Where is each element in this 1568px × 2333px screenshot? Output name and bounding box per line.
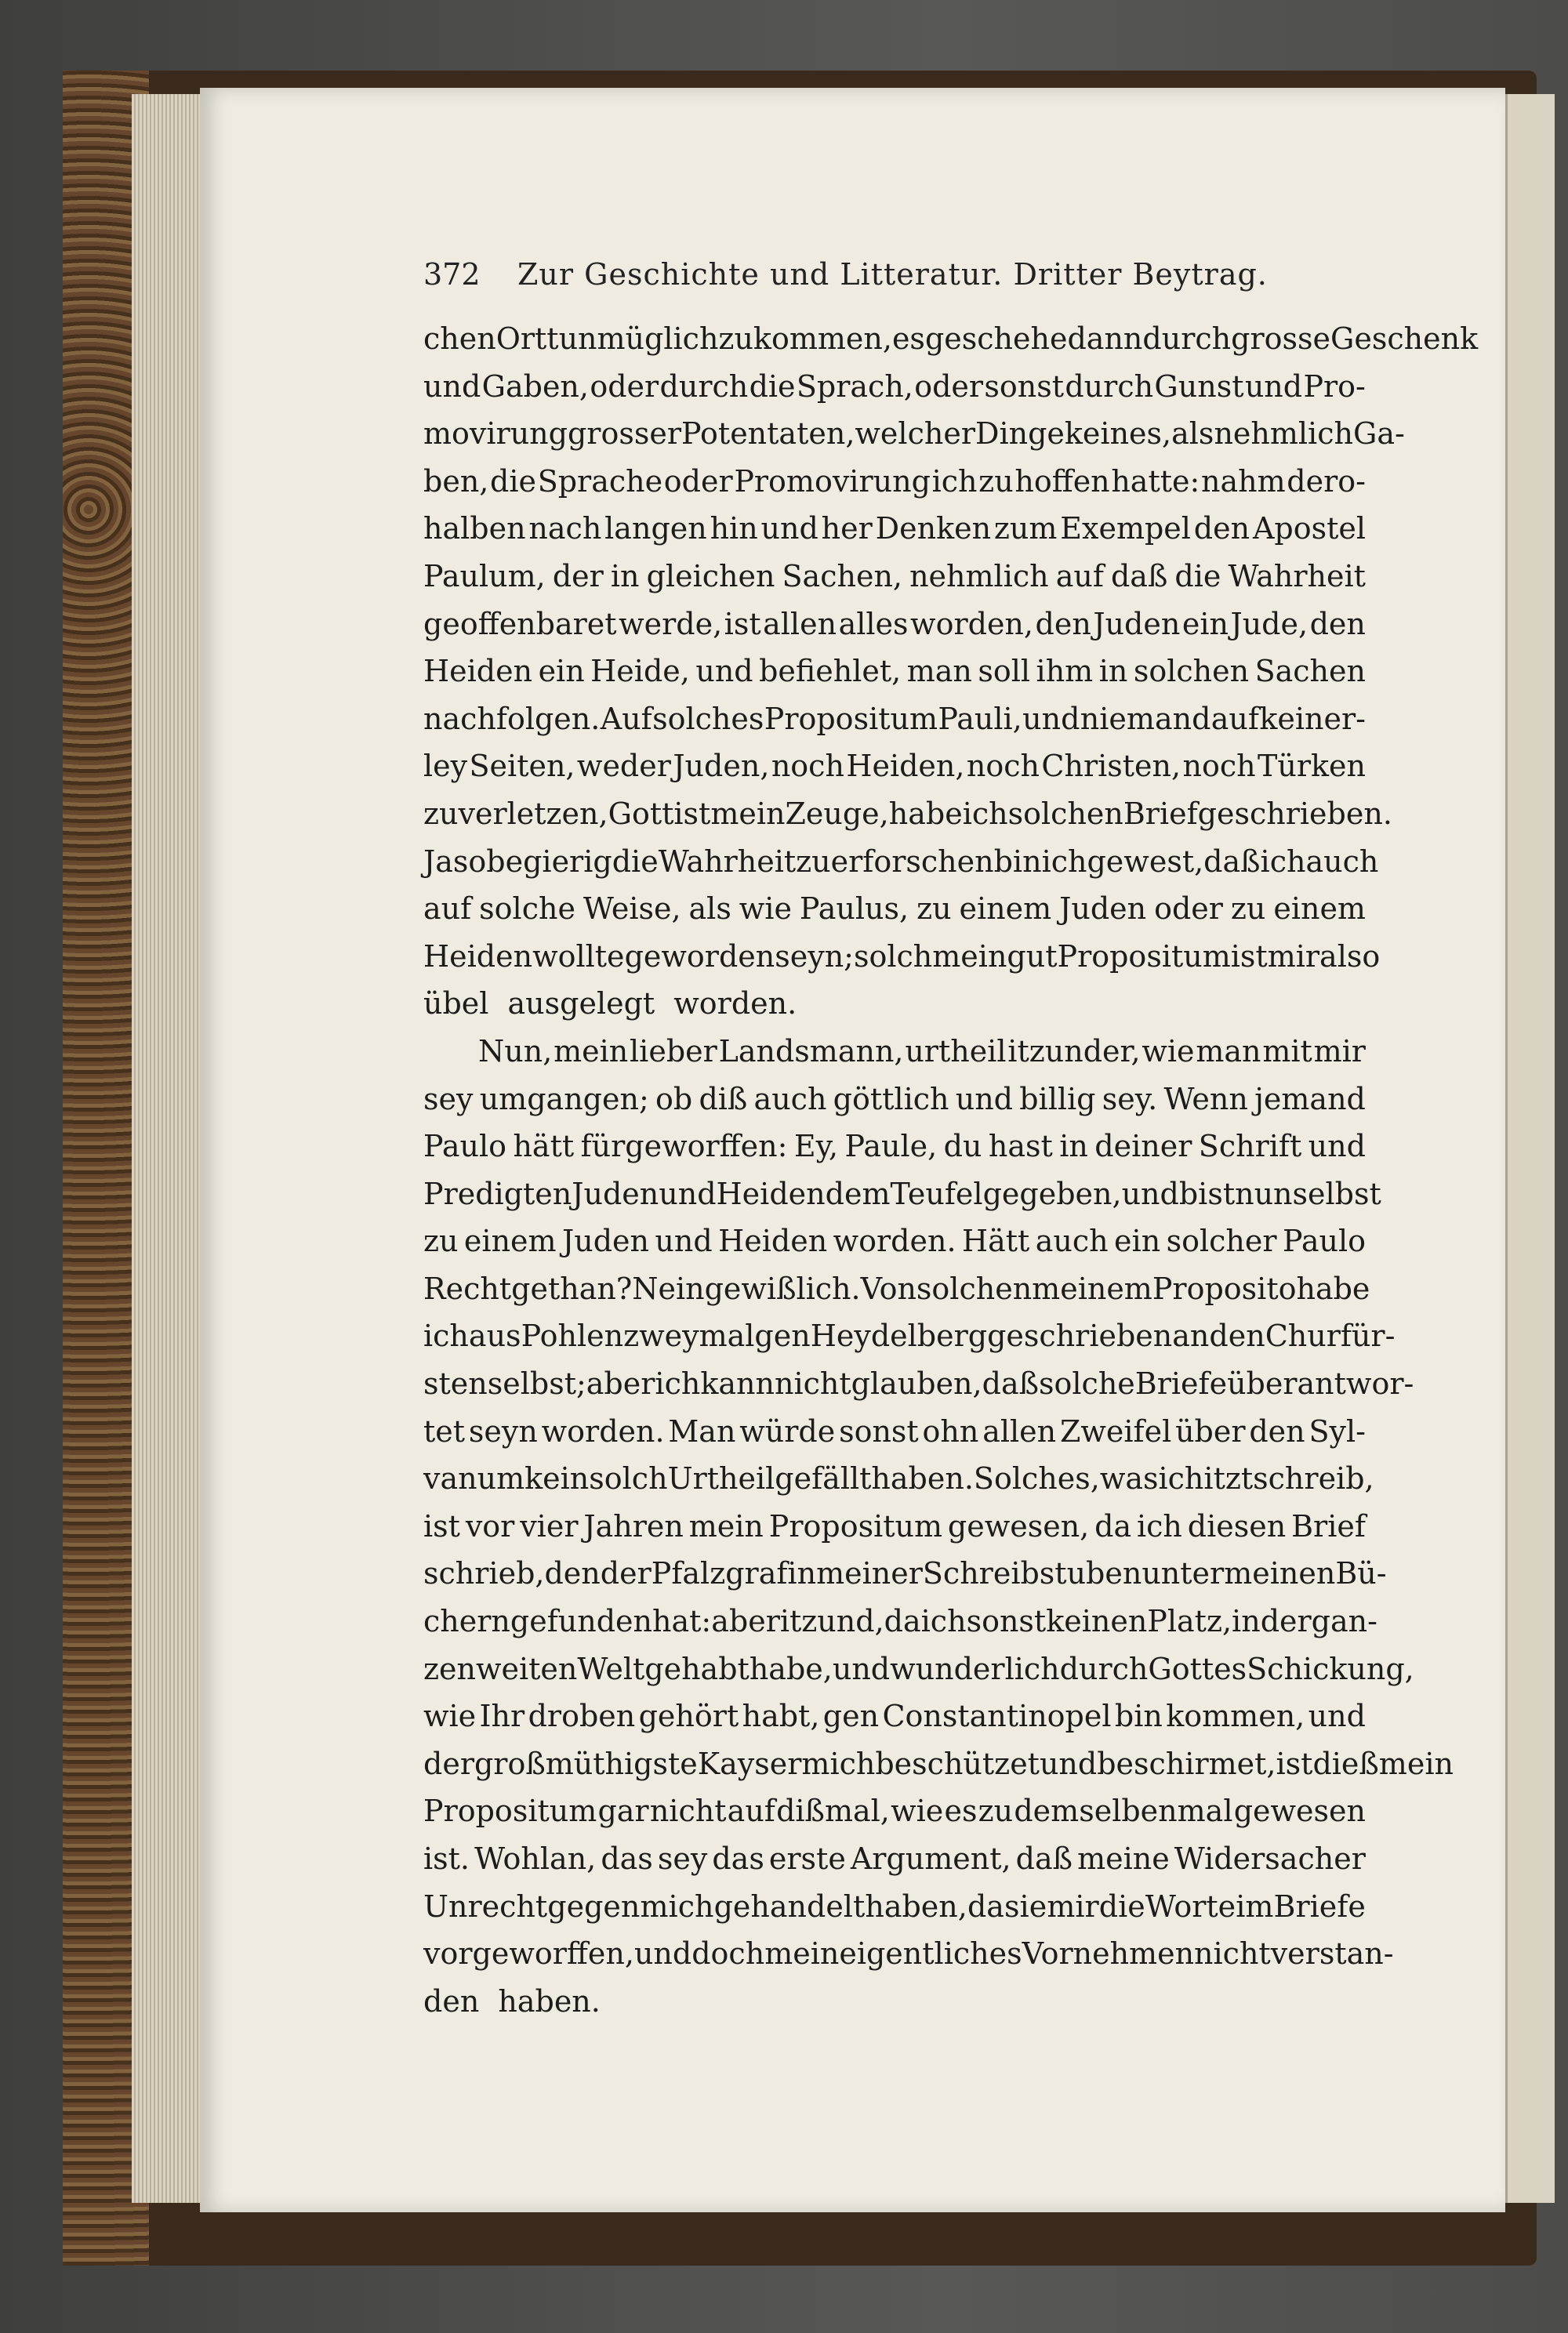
text-line: ich aus Pohlen zweymal gen Heydelberg geschrieben an den Churfür-	[423, 1319, 1396, 1354]
text-line: Unrecht gegen mich gehandelt haben, da sie mir die Worte im Briefe	[423, 1889, 1366, 1924]
text-line: Ja so begierig die Wahrheit zu erforschen bin ich gewest, daß ich auch	[423, 844, 1379, 879]
text-line: chen Ortt unmüglich zu kommen, es geschehe dann durch grosse Geschenk	[423, 321, 1479, 356]
text-line: ist. Wohlan, das sey das erste Argument, daß meine Widersacher	[423, 1841, 1366, 1876]
text-line: Heiden wollte geworden seyn; solch mein gut Propositum ist mir also	[423, 938, 1381, 974]
text-line: vorgeworffen, und doch mein eigentliches Vornehmen nicht verstan-	[423, 1936, 1394, 1972]
text-line: Paulo hätt fürgeworffen: Ey, Paule, du hast in deiner Schrift und	[423, 1129, 1366, 1164]
text-line: Recht gethan? Nein gewißlich. Von solchen meinem Proposito habe	[423, 1271, 1370, 1306]
text-line: Heiden ein Heide, und befiehlet, man soll ihm in solchen Sachen	[423, 654, 1366, 689]
text-line: nachfolgen. Auf solches Propositum Pauli, und niemand auf keiner-	[423, 701, 1366, 736]
text-line: sten selbst; aber ich kann nicht glauben, daß solche Briefe überantwor-	[423, 1366, 1414, 1402]
text-line: Nun, mein lieber Landsmann, urtheil itzunder, wie man mit mir	[478, 1033, 1366, 1069]
text-line: ist vor vier Jahren mein Propositum gewesen, da ich diesen Brief	[423, 1508, 1366, 1544]
text-line: chern gefunden hat: aber itzund, da ich sonst keinen Platz, in der gan-	[423, 1604, 1377, 1639]
text-line: zu verletzen, Gott ist mein Zeuge, habe ich solchen Brief geschrieben.	[423, 796, 1392, 831]
body-text	[423, 315, 1479, 2025]
text-line: Paulum, der in gleichen Sachen, nehmlich auf daß die Wahrheit	[423, 558, 1366, 593]
text-line: geoffenbaret werde, ist allen alles worden, den Juden ein Jude, den	[423, 606, 1366, 641]
text-line: Predigten Juden und Heiden dem Teufel gegeben, und bist nun selbst	[423, 1176, 1381, 1211]
text-line: den haben.	[423, 1983, 601, 2019]
text-line: halben nach langen hin und her Denken zum Exempel den Apostel	[423, 511, 1366, 546]
text-line: schrieb, den der Pfalzgraf in meiner Schreibstuben unter meinen Bü-	[423, 1556, 1387, 1591]
page-edges	[132, 94, 210, 2203]
text-line: übel ausgelegt worden.	[423, 986, 797, 1021]
page-header	[423, 257, 1268, 304]
text-line: sey umgangen; ob diß auch göttlich und billig sey. Wenn jemand	[423, 1081, 1366, 1116]
text-line: und Gaben, oder durch die Sprach, oder sonst durch Gunst und Pro-	[423, 368, 1366, 404]
text-line: zu einem Juden und Heiden worden. Hätt auch ein solcher Paulo	[423, 1224, 1366, 1259]
page-number: 372	[423, 257, 481, 292]
text-line: ben, die Sprache oder Promovirung ich zu hoffen hatte: nahm dero-	[423, 463, 1366, 499]
text-line: wie Ihr droben gehört habt, gen Constantinopel bin kommen, und	[423, 1699, 1366, 1734]
text-line: vanum kein solch Urtheil gefällt haben. Solches, was ich itzt schreib,	[423, 1461, 1374, 1497]
text-line: movirung grosser Potentaten, welcher Dinge keines, als nehmlich Ga-	[423, 416, 1405, 452]
text-line: Propositum gar nicht auf dißmal, wie es zu demselbenmal gewesen	[423, 1794, 1366, 1829]
text-line: tet seyn worden. Man würde sonst ohn allen Zweifel über den Syl-	[423, 1413, 1366, 1449]
text-line: auf solche Weise, als wie Paulus, zu einem Juden oder zu einem	[423, 891, 1366, 927]
facing-page-edge	[1505, 94, 1555, 2203]
running-title: Zur Geschichte und Litteratur. Dritter Beytrag.	[517, 257, 1268, 292]
text-line: der großmüthigste Kayser mich beschützet und beschirmet, ist dieß mein	[423, 1746, 1454, 1781]
text-line: zen weiten Welt gehabt habe, und wunderlich durch Gottes Schickung,	[423, 1651, 1414, 1686]
text-line: ley Seiten, weder Juden, noch Heiden, noch Christen, noch Türken	[423, 749, 1366, 784]
